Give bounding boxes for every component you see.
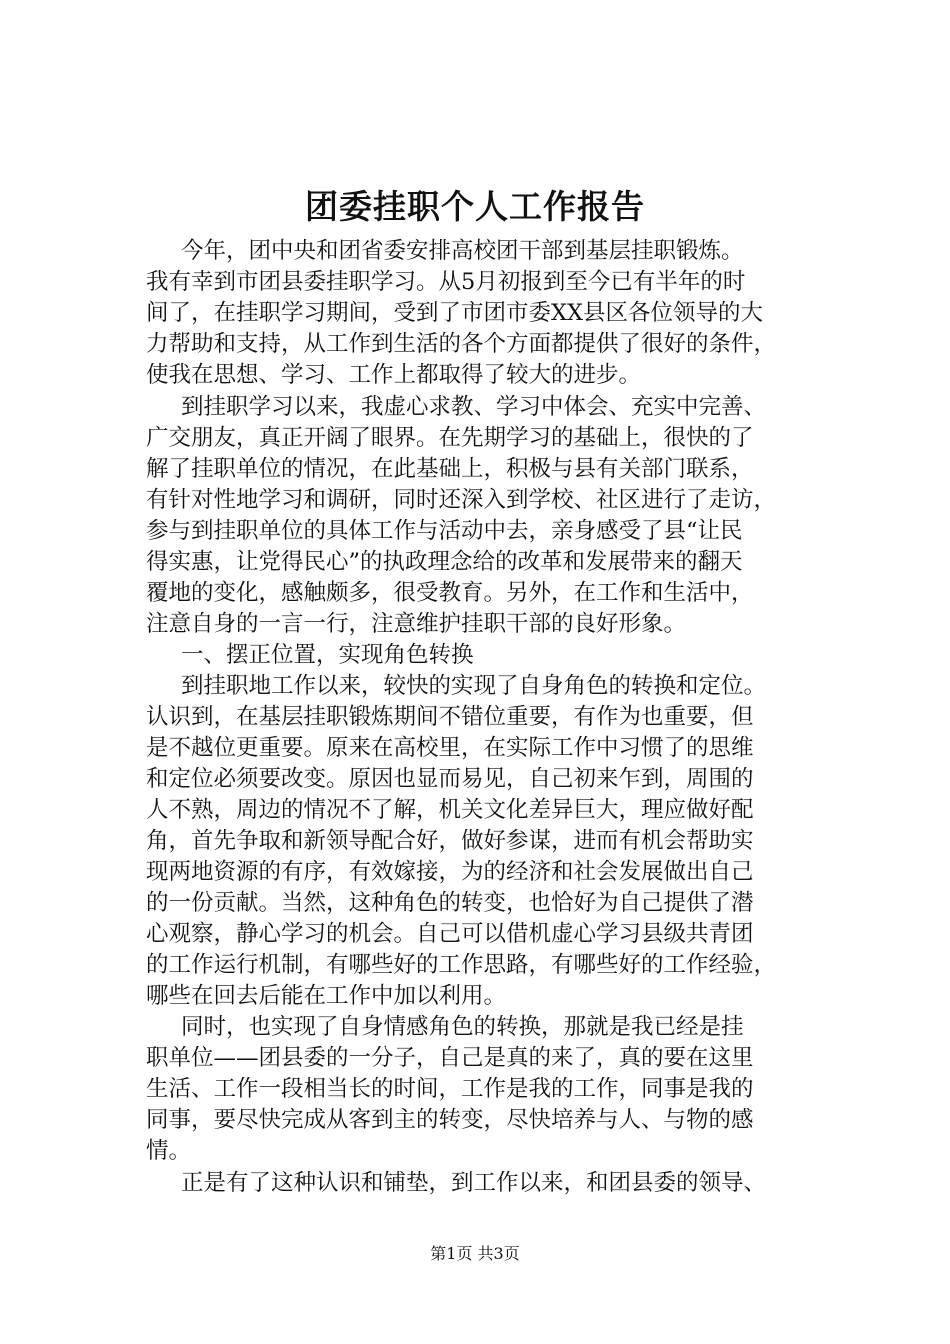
text-line: 有针对性地学习和调研，同时还深入到学校、社区进行了走访， [146, 487, 777, 513]
text-line: 到挂职学习以来，我虚心求教、学习中体会、充实中完善、 [181, 394, 767, 420]
text-line: 解了挂职单位的情况，在此基础上，积极与县有关部门联系， [146, 456, 754, 482]
text-line: 注意自身的一言一行，注意维护挂职干部的良好形象。 [146, 611, 687, 637]
text-line: 正是有了这种认识和铺垫，到工作以来，和团县委的领导、 [181, 1170, 767, 1196]
section-heading: 一、摆正位置，实现角色转换 [181, 642, 474, 668]
text-line: 间了，在挂职学习期间，受到了市团市委XX县区各位领导的大 [146, 300, 764, 326]
text-line: 同时，也实现了自身情感角色的转换，那就是我已经是挂 [181, 1014, 744, 1040]
text-line: 我有幸到市团县委挂职学习。从5月初报到至今已有半年的时 [146, 269, 746, 295]
text-line: 使我在思想、学习、工作上都取得了较大的进步。 [146, 362, 642, 388]
text-line: 和定位必须要改变。原因也显而易见，自己初来乍到，周围的 [146, 766, 754, 792]
text-line: 职单位——团县委的一分子，自己是真的来了，真的要在这里 [146, 1045, 754, 1071]
text-line: 是不越位更重要。原来在高校里，在实际工作中习惯了的思维 [146, 735, 754, 761]
page-number-footer: 第1页 共3页 [430, 1244, 520, 1263]
text-line: 的工作运行机制，有哪些好的工作思路，有哪些好的工作经验， [146, 952, 777, 978]
text-line: 的一份贡献。当然，这种角色的转变，也恰好为自己提供了潜 [146, 890, 754, 916]
text-line: 生活、工作一段相当长的时间，工作是我的工作，同事是我的 [146, 1076, 754, 1102]
text-line: 角，首先争取和新领导配合好，做好参谋，进而有机会帮助实 [146, 828, 754, 854]
text-line: 心观察，静心学习的机会。自己可以借机虚心学习县级共青团 [146, 921, 754, 947]
text-line: 广交朋友，真正开阔了眼界。在先期学习的基础上，很快的了 [146, 425, 754, 451]
text-line: 得实惠，让党得民心”的执政理念给的改革和发展带来的翻天 [146, 549, 743, 575]
text-line: 同事，要尽快完成从客到主的转变，尽快培养与人、与物的感 [146, 1107, 754, 1133]
text-line: 到挂职地工作以来，较快的实现了自身角色的转换和定位。 [181, 673, 767, 699]
text-line: 现两地资源的有序，有效嫁接，为的经济和社会发展做出自己 [146, 859, 754, 885]
text-line: 人不熟，周边的情况不了解，机关文化差异巨大，理应做好配 [146, 797, 754, 823]
text-line: 参与到挂职单位的具体工作与活动中去，亲身感受了县“让民 [146, 518, 743, 544]
text-line: 今年，团中央和团省委安排高校团干部到基层挂职锻炼。 [181, 238, 744, 264]
text-line: 哪些在回去后能在工作中加以利用。 [146, 983, 507, 1009]
text-line: 覆地的变化，感触颇多，很受教育。另外，在工作和生活中， [146, 580, 754, 606]
text-line: 认识到，在基层挂职锻炼期间不错位重要，有作为也重要，但 [146, 704, 754, 730]
text-line: 情。 [146, 1138, 192, 1164]
text-line: 力帮助和支持，从工作到生活的各个方面都提供了很好的条件， [146, 331, 777, 357]
page-title: 团委挂职个人工作报告 [305, 187, 645, 226]
